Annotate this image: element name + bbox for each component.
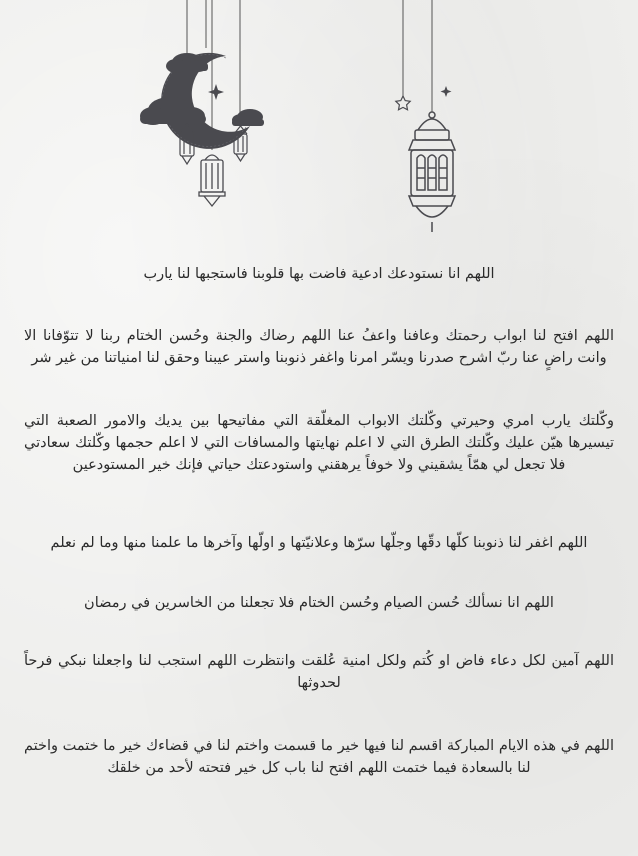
ramadan-decoration	[0, 0, 638, 240]
star-icon	[208, 84, 452, 110]
prayer-paragraph-3: وكّلتك يارب امري وحيرتي وكّلتك الابواب المغلّقة التي مفاتيحها بين يديك والامور الصعبة التي تيسيرها هيّن عليك وكّلتك الطرق التي لا اعلم نهايتها والمسافات التي لا اعلم حجمها وكّلتك سعادتي فلا تجعل لي همّاً يشقيني ولا خوفاً يرهقني واستودعتك حياتي فإنك خير المستودعين	[24, 413, 614, 473]
prayer-paragraph-2: اللهم افتح لنا ابواب رحمتك وعافنا واعفُ عنا اللهم رضاك والجنة وحُسن الختام ربنا لا تتوّفانا الا وانت راضٍ عنا ربّ اشرح صدرنا ويسّر امرنا واغفر ذنوبنا واستر عيبنا وحقق لنا امنياتنا من غير شر	[24, 328, 614, 366]
prayer-paragraph-1: اللهم انا نستودعك ادعية فاضت بها قلوبنا فاستجبها لنا يارب	[143, 266, 495, 282]
lantern-icon	[199, 155, 225, 206]
prayer-paragraph-6: اللهم آمين لكل دعاء فاض او كُتم ولكل امنية عُلقت وانتظرت اللهم استجب لنا واجعلنا نبكي فرحاً لحدوثها	[24, 653, 614, 691]
cloud-icon	[140, 53, 264, 126]
prayer-paragraph-4: اللهم اغفر لنا ذنوبنا كلّها دقّها وجلّها سرّها وعلانيّتها و اولّها وآخرها ما علمنا منها وما لم نعلم	[50, 535, 588, 551]
prayer-paragraph-5: اللهم انا نسألك حُسن الصيام وحُسن الختام فلا تجعلنا من الخاسرين في رمضان	[84, 595, 554, 611]
prayer-paragraph-7: اللهم في هذه الايام المباركة اقسم لنا فيها خير ما قسمت واختم لنا في قضاءك خير ما ختمت واختم لنا بالسعادة فيما ختمت اللهم افتح لنا باب كل خير فتحته لأحد من خلقك	[24, 738, 614, 776]
lantern-icon	[409, 112, 455, 232]
